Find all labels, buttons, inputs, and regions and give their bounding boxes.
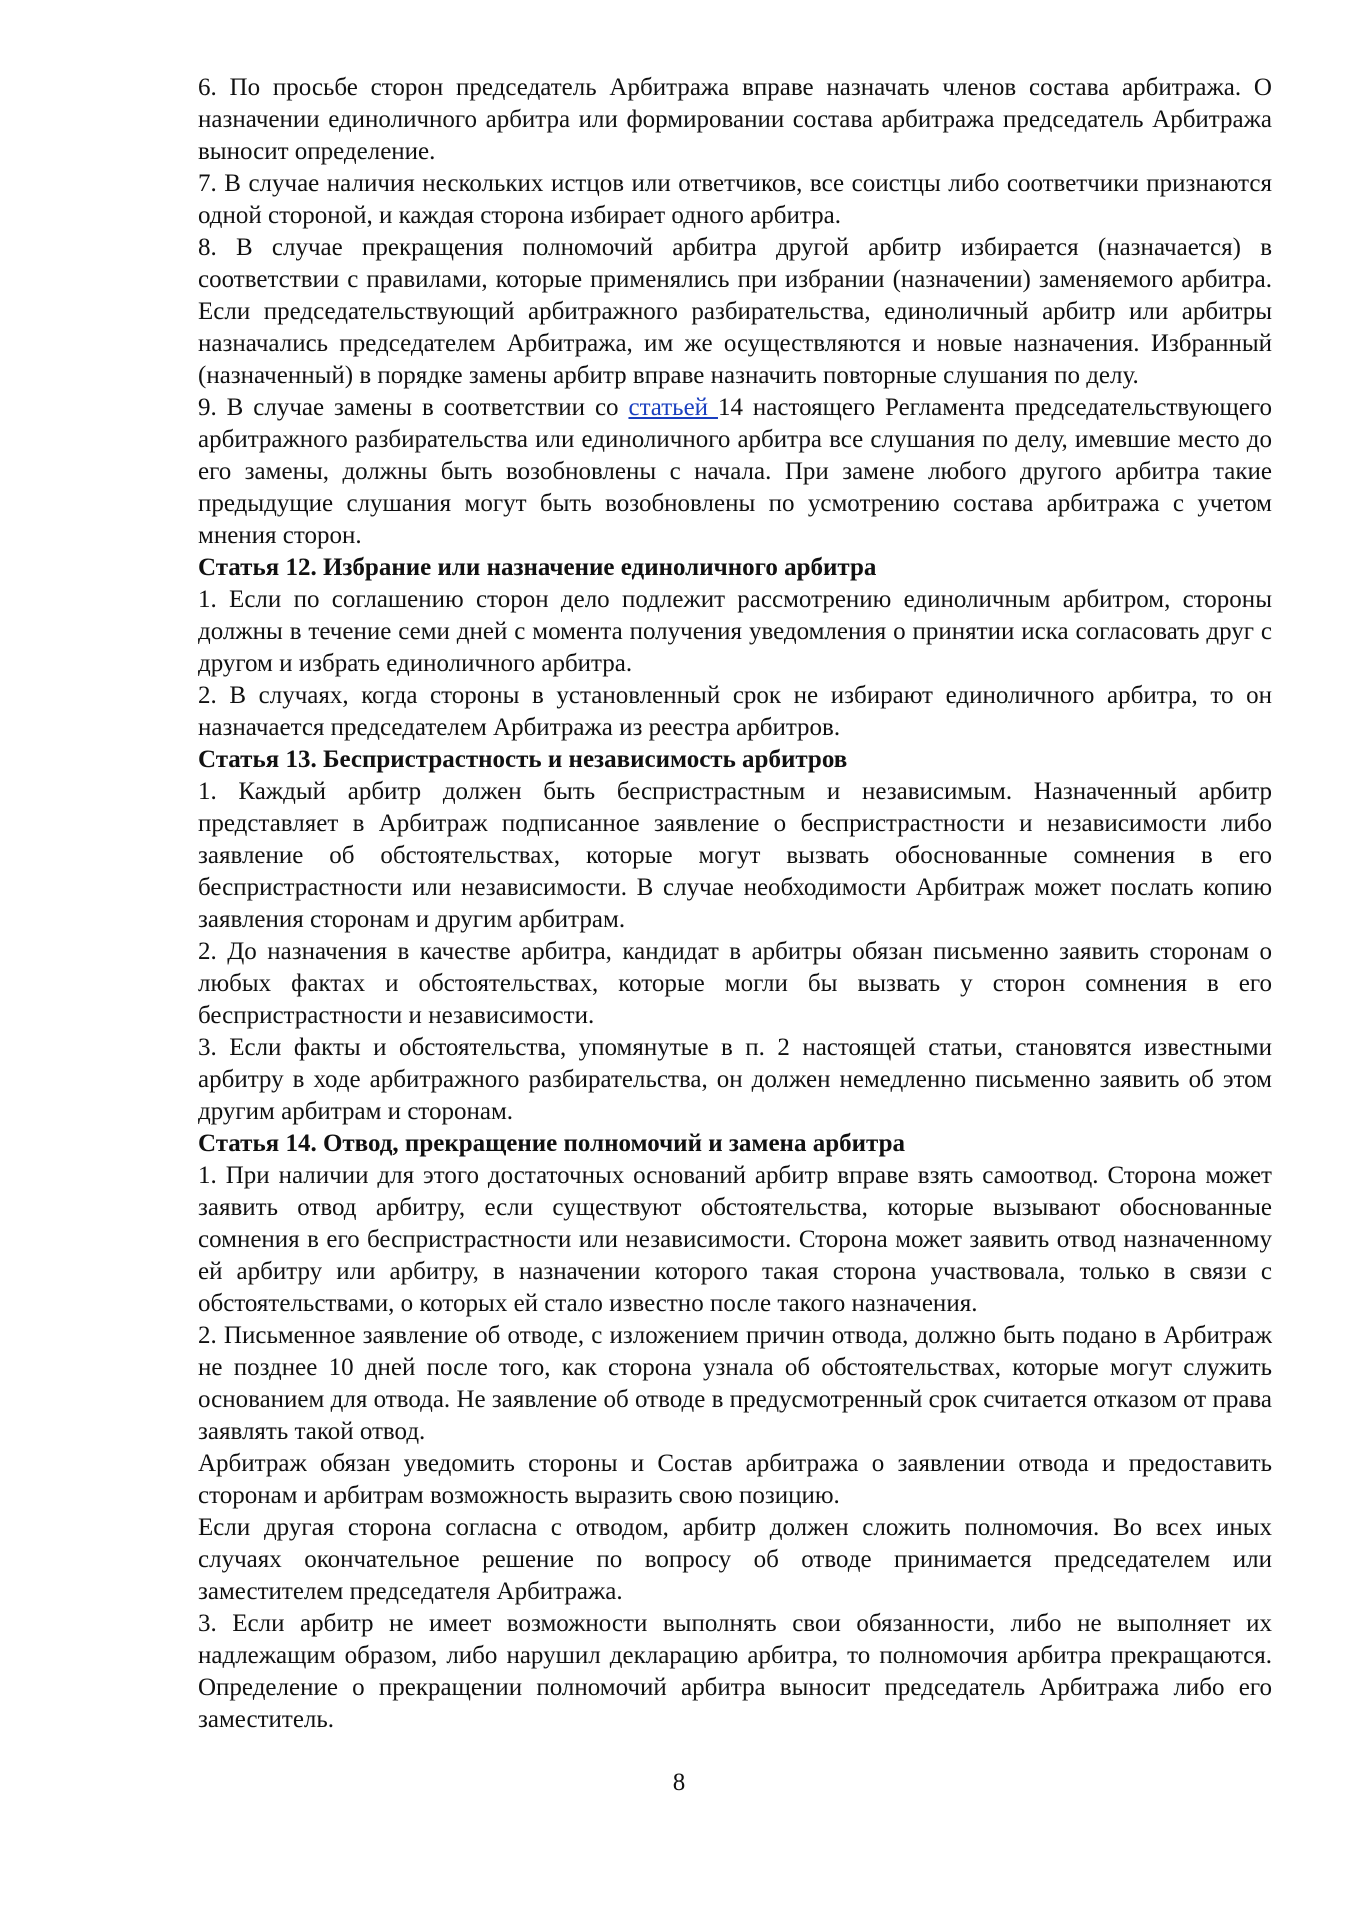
- document-page: [198, 72, 1272, 1736]
- article-13-paragraph-1: 1. Каждый арбитр должен быть беспристрастным и независимым. Назначенный арбитр представляет в Арбитраж подписанное заявление о беспристрастности и независимости либо заявление об обстоятельствах, которые могут вызвать обоснованные сомнения в его беспристрастности или независимости. В случае необходимости Арбитраж может послать копию заявления сторонам и другим арбитрам.: [198, 778, 1272, 933]
- paragraph-8: 8. В случае прекращения полномочий арбитра другой арбитр избирается (назначается) в соответствии с правилами, которые применялись при избрании (назначении) заменяемого арбитра. Если председательствующий арбитражного разбирательства, единоличный арбитр или арбитры назначались председателем Арбитража, им же осуществляются и новые назначения. Избранный (назначенный) в порядке замены арбитр вправе назначить повторные слушания по делу.: [198, 234, 1272, 389]
- paragraph-9-text-start: 9. В случае замены в соответствии со: [198, 394, 629, 421]
- article-13-paragraph-3: 3. Если факты и обстоятельства, упомянутые в п. 2 настоящей статьи, становятся известными арбитру в ходе арбитражного разбирательства, он должен немедленно письменно заявить об этом другим арбитрам и сторонам.: [198, 1034, 1272, 1125]
- article-13-paragraph-2: 2. До назначения в качестве арбитра, кандидат в арбитры обязан письменно заявить сторонам о любых фактах и обстоятельствах, которые могли бы вызвать у сторон сомнения в его беспристрастности и независимости.: [198, 938, 1272, 1029]
- article-14-heading: Статья 14. Отвод, прекращение полномочий и замена арбитра: [198, 1130, 906, 1157]
- article-14-paragraph-1: 1. При наличии для этого достаточных оснований арбитр вправе взять самоотвод. Сторона может заявить отвод арбитру, если существуют обстоятельства, которые вызывают обоснованные сомнения в его беспристрастности или независимости. Сторона может заявить отвод назначенному ей арбитру или арбитру, в назначении которого такая сторона участвовала, только в связи с обстоятельствами, о которых ей стало известно после такого назначения.: [198, 1162, 1272, 1317]
- article-14-paragraph-2c: Если другая сторона согласна с отводом, арбитр должен сложить полномочия. Во всех иных случаях окончательное решение по вопросу об отводе принимается председателем или заместителем председателя Арбитража.: [198, 1514, 1272, 1605]
- paragraph-7: 7. В случае наличия нескольких истцов или ответчиков, все соистцы либо соответчики признаются одной стороной, и каждая сторона избирает одного арбитра.: [198, 170, 1272, 229]
- page-number: 8: [672, 1769, 686, 1796]
- article-link[interactable]: статьей: [628, 394, 718, 421]
- article-12-heading: Статья 12. Избрание или назначение единоличного арбитра: [198, 554, 877, 581]
- paragraph-6: 6. По просьбе сторон председатель Арбитража вправе назначать членов состава арбитража. О назначении единоличного арбитра или формировании состава арбитража председатель Арбитража выносит определение.: [198, 74, 1272, 165]
- article-12-paragraph-2: 2. В случаях, когда стороны в установленный срок не избирают единоличного арбитра, то он назначается председателем Арбитража из реестра арбитров.: [198, 682, 1272, 741]
- paragraph-9: [198, 392, 1272, 552]
- article-14-paragraph-3: 3. Если арбитр не имеет возможности выполнять свои обязанности, либо не выполняет их надлежащим образом, либо нарушил декларацию арбитра, то полномочия арбитра прекращаются. Определение о прекращении полномочий арбитра выносит председатель Арбитража либо его заместитель.: [198, 1610, 1272, 1733]
- article-14-paragraph-2: 2. Письменное заявление об отводе, с изложением причин отвода, должно быть подано в Арбитраж не позднее 10 дней после того, как сторона узнала об обстоятельствах, которые могут служить основанием для отвода. Не заявление об отводе в предусмотренный срок считается отказом от права заявлять такой отвод.: [198, 1322, 1272, 1445]
- article-12-paragraph-1: 1. Если по соглашению сторон дело подлежит рассмотрению единоличным арбитром, стороны должны в течение семи дней с момента получения уведомления о принятии иска согласовать друг с другом и избрать единоличного арбитра.: [198, 586, 1272, 677]
- paragraph-9-text-end: 14 настоящего Регламента председательствующего арбитражного разбирательства или единоличного арбитра все слушания по делу, имевшие место до его замены, должны быть возобновлены с начала. При замене любого другого арбитра такие предыдущие слушания могут быть возобновлены по усмотрению состава арбитража с учетом мнения сторон.: [198, 394, 1273, 549]
- article-13-heading: Статья 13. Беспристрастность и независимость арбитров: [198, 746, 848, 773]
- article-14-paragraph-2b: Арбитраж обязан уведомить стороны и Состав арбитража о заявлении отвода и предоставить сторонам и арбитрам возможность выразить свою позицию.: [198, 1450, 1272, 1509]
